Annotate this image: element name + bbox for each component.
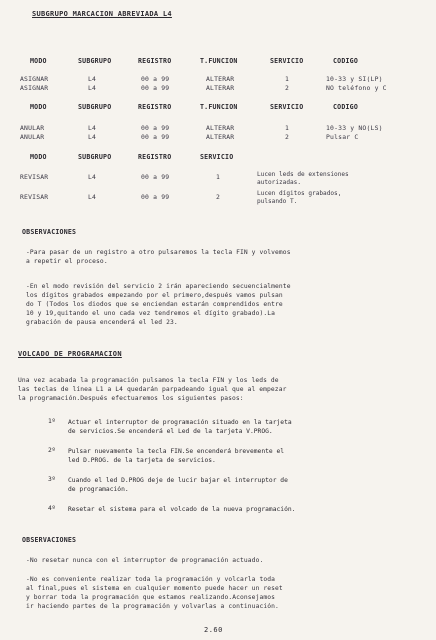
paragraph-line: la programación.Después efectuaremos los siguientes pasos: — [18, 395, 244, 402]
step-number: 4º — [48, 505, 56, 512]
cell-modo: ANULAR — [20, 133, 45, 141]
cell-modo: ASIGNAR — [20, 84, 49, 92]
header-subgrupo: SUBGRUPO — [78, 57, 112, 65]
cell-note-line: Lucen dígitos grabados, — [257, 190, 342, 197]
cell-modo: REVISAR — [20, 173, 49, 181]
cell-registro: 00 a 99 — [141, 84, 170, 92]
header-servicio: SERVICIO — [270, 103, 304, 111]
step-number: 2º — [48, 447, 56, 454]
section-title: VOLCADO DE PROGRAMACION — [18, 350, 122, 358]
cell-subgrupo: L4 — [88, 133, 97, 141]
paragraph-line: ir haciendo partes de la programación y volvarlas a continuación. — [26, 603, 279, 610]
paragraph-line: Actuar el interruptor de programación situado en la tarjeta — [68, 419, 292, 426]
step-text — [68, 447, 284, 465]
header-tfuncion: T.FUNCION — [200, 57, 238, 65]
observation-item — [26, 556, 263, 565]
observation-item — [26, 248, 291, 266]
paragraph-line: los dígitos grabados empezando por el primero,después vamos pulsan — [26, 292, 283, 299]
cell-modo: ASIGNAR — [20, 75, 49, 83]
cell-registro: 00 a 99 — [141, 124, 170, 132]
cell-subgrupo: L4 — [88, 173, 97, 181]
cell-tfuncion: ALTERAR — [206, 124, 235, 132]
cell-subgrupo: L4 — [88, 84, 97, 92]
observaciones-heading: OBSERVACIONES — [22, 536, 77, 544]
cell-modo: REVISAR — [20, 193, 49, 201]
step-text — [68, 505, 295, 514]
step-text — [68, 418, 292, 436]
cell-tfuncion: ALTERAR — [206, 84, 235, 92]
paragraph-line: do T (Todos los diodos que se enciendan estarán comprendidos entre — [26, 301, 283, 308]
header-modo: MODO — [30, 103, 47, 111]
paragraph-line: -No resetar nunca con el interruptor de programación actuado. — [26, 557, 264, 564]
paragraph-line: led D.PROG. de la tarjeta de servicios. — [68, 457, 216, 464]
paragraph-line: las teclas de línea L1 a L4 quedarán parpadeando igual que al empezar — [18, 386, 287, 393]
observation-item — [26, 575, 283, 611]
cell-registro: 00 a 99 — [141, 75, 170, 83]
step-number: 3º — [48, 476, 56, 483]
observaciones-heading: OBSERVACIONES — [22, 228, 77, 236]
header-tfuncion: T.FUNCION — [200, 103, 238, 111]
paragraph-line: de servicios.Se encenderá el Led de la tarjeta V.PROG. — [68, 428, 273, 435]
cell-servicio: 1 — [216, 173, 221, 181]
paragraph-line: Pulsar nuevamente la tecla FIN.Se encenderá brevemente el — [68, 448, 285, 455]
paragraph-line: -Para pasar de un registro a otro pulsaremos la tecla FIN y volvemos — [26, 249, 291, 256]
header-modo: MODO — [30, 57, 47, 65]
cell-note-line: autorizadas. — [257, 179, 302, 186]
paragraph-line: al final,pues el sistema en cualquier momento puede hacer un reset — [26, 585, 283, 592]
intro-paragraph — [18, 376, 286, 403]
cell-codigo: Pulsar C — [326, 133, 359, 141]
paragraph-line: y borrar toda la programación que estamos realizando.Aconsejamos — [26, 594, 276, 601]
cell-subgrupo: L4 — [88, 75, 97, 83]
cell-tfuncion: ALTERAR — [206, 75, 235, 83]
observation-item — [26, 282, 291, 327]
page-number: 2.60 — [204, 626, 223, 634]
paragraph-line: Cuando el led D.PROG deje de lucir bajar el interruptor de — [68, 477, 288, 484]
cell-servicio: 2 — [216, 193, 221, 201]
cell-tfuncion: ALTERAR — [206, 133, 235, 141]
cell-servicio: 1 — [285, 124, 290, 132]
header-servicio: SERVICIO — [200, 153, 234, 161]
cell-note-line: Lucen leds de extensiones — [257, 171, 349, 178]
cell-servicio: 2 — [285, 133, 290, 141]
header-modo: MODO — [30, 153, 47, 161]
cell-subgrupo: L4 — [88, 193, 97, 201]
header-registro: REGISTRO — [138, 103, 172, 111]
cell-servicio: 2 — [285, 84, 290, 92]
header-servicio: SERVICIO — [270, 57, 304, 65]
paragraph-line: de programación. — [68, 486, 129, 493]
cell-registro: 00 a 99 — [141, 133, 170, 141]
cell-registro: 00 a 99 — [141, 193, 170, 201]
cell-registro: 00 a 99 — [141, 173, 170, 181]
paragraph-line: Una vez acabada la programación pulsamos la tecla FIN y los leds de — [18, 377, 279, 384]
cell-codigo: 10-33 y NO(LS) — [326, 124, 383, 132]
paragraph-line: -No es conveniente realizar toda la programación y volcarla toda — [26, 576, 276, 583]
cell-modo: ANULAR — [20, 124, 45, 132]
header-subgrupo: SUBGRUPO — [78, 103, 112, 111]
cell-codigo: NO teléfono y C — [326, 84, 387, 92]
header-codigo: CODIGO — [333, 57, 359, 65]
header-registro: REGISTRO — [138, 57, 172, 65]
paragraph-line: grabación de pausa encenderá el led 23. — [26, 319, 178, 326]
paragraph-line: a repetir el proceso. — [26, 258, 108, 265]
cell-servicio: 1 — [285, 75, 290, 83]
cell-note-line: pulsando T. — [257, 198, 298, 205]
paragraph-line: -En el modo revisión del servicio 2 irán apareciendo secuencialmente — [26, 283, 291, 290]
header-registro: REGISTRO — [138, 153, 172, 161]
page-title: SUBGRUPO MARCACION ABREVIADA L4 — [32, 10, 172, 18]
paragraph-line: 10 y 19,quitando el uno cada vez tendremos el dígito grabado).La — [26, 310, 276, 317]
header-codigo: CODIGO — [333, 103, 359, 111]
paragraph-line: Resetar el sistema para el volcado de la nueva programación. — [68, 506, 296, 513]
cell-subgrupo: L4 — [88, 124, 97, 132]
header-subgrupo: SUBGRUPO — [78, 153, 112, 161]
step-number: 1º — [48, 418, 56, 425]
cell-codigo: 10-33 y SI(LP) — [326, 75, 383, 83]
step-text — [68, 476, 288, 494]
